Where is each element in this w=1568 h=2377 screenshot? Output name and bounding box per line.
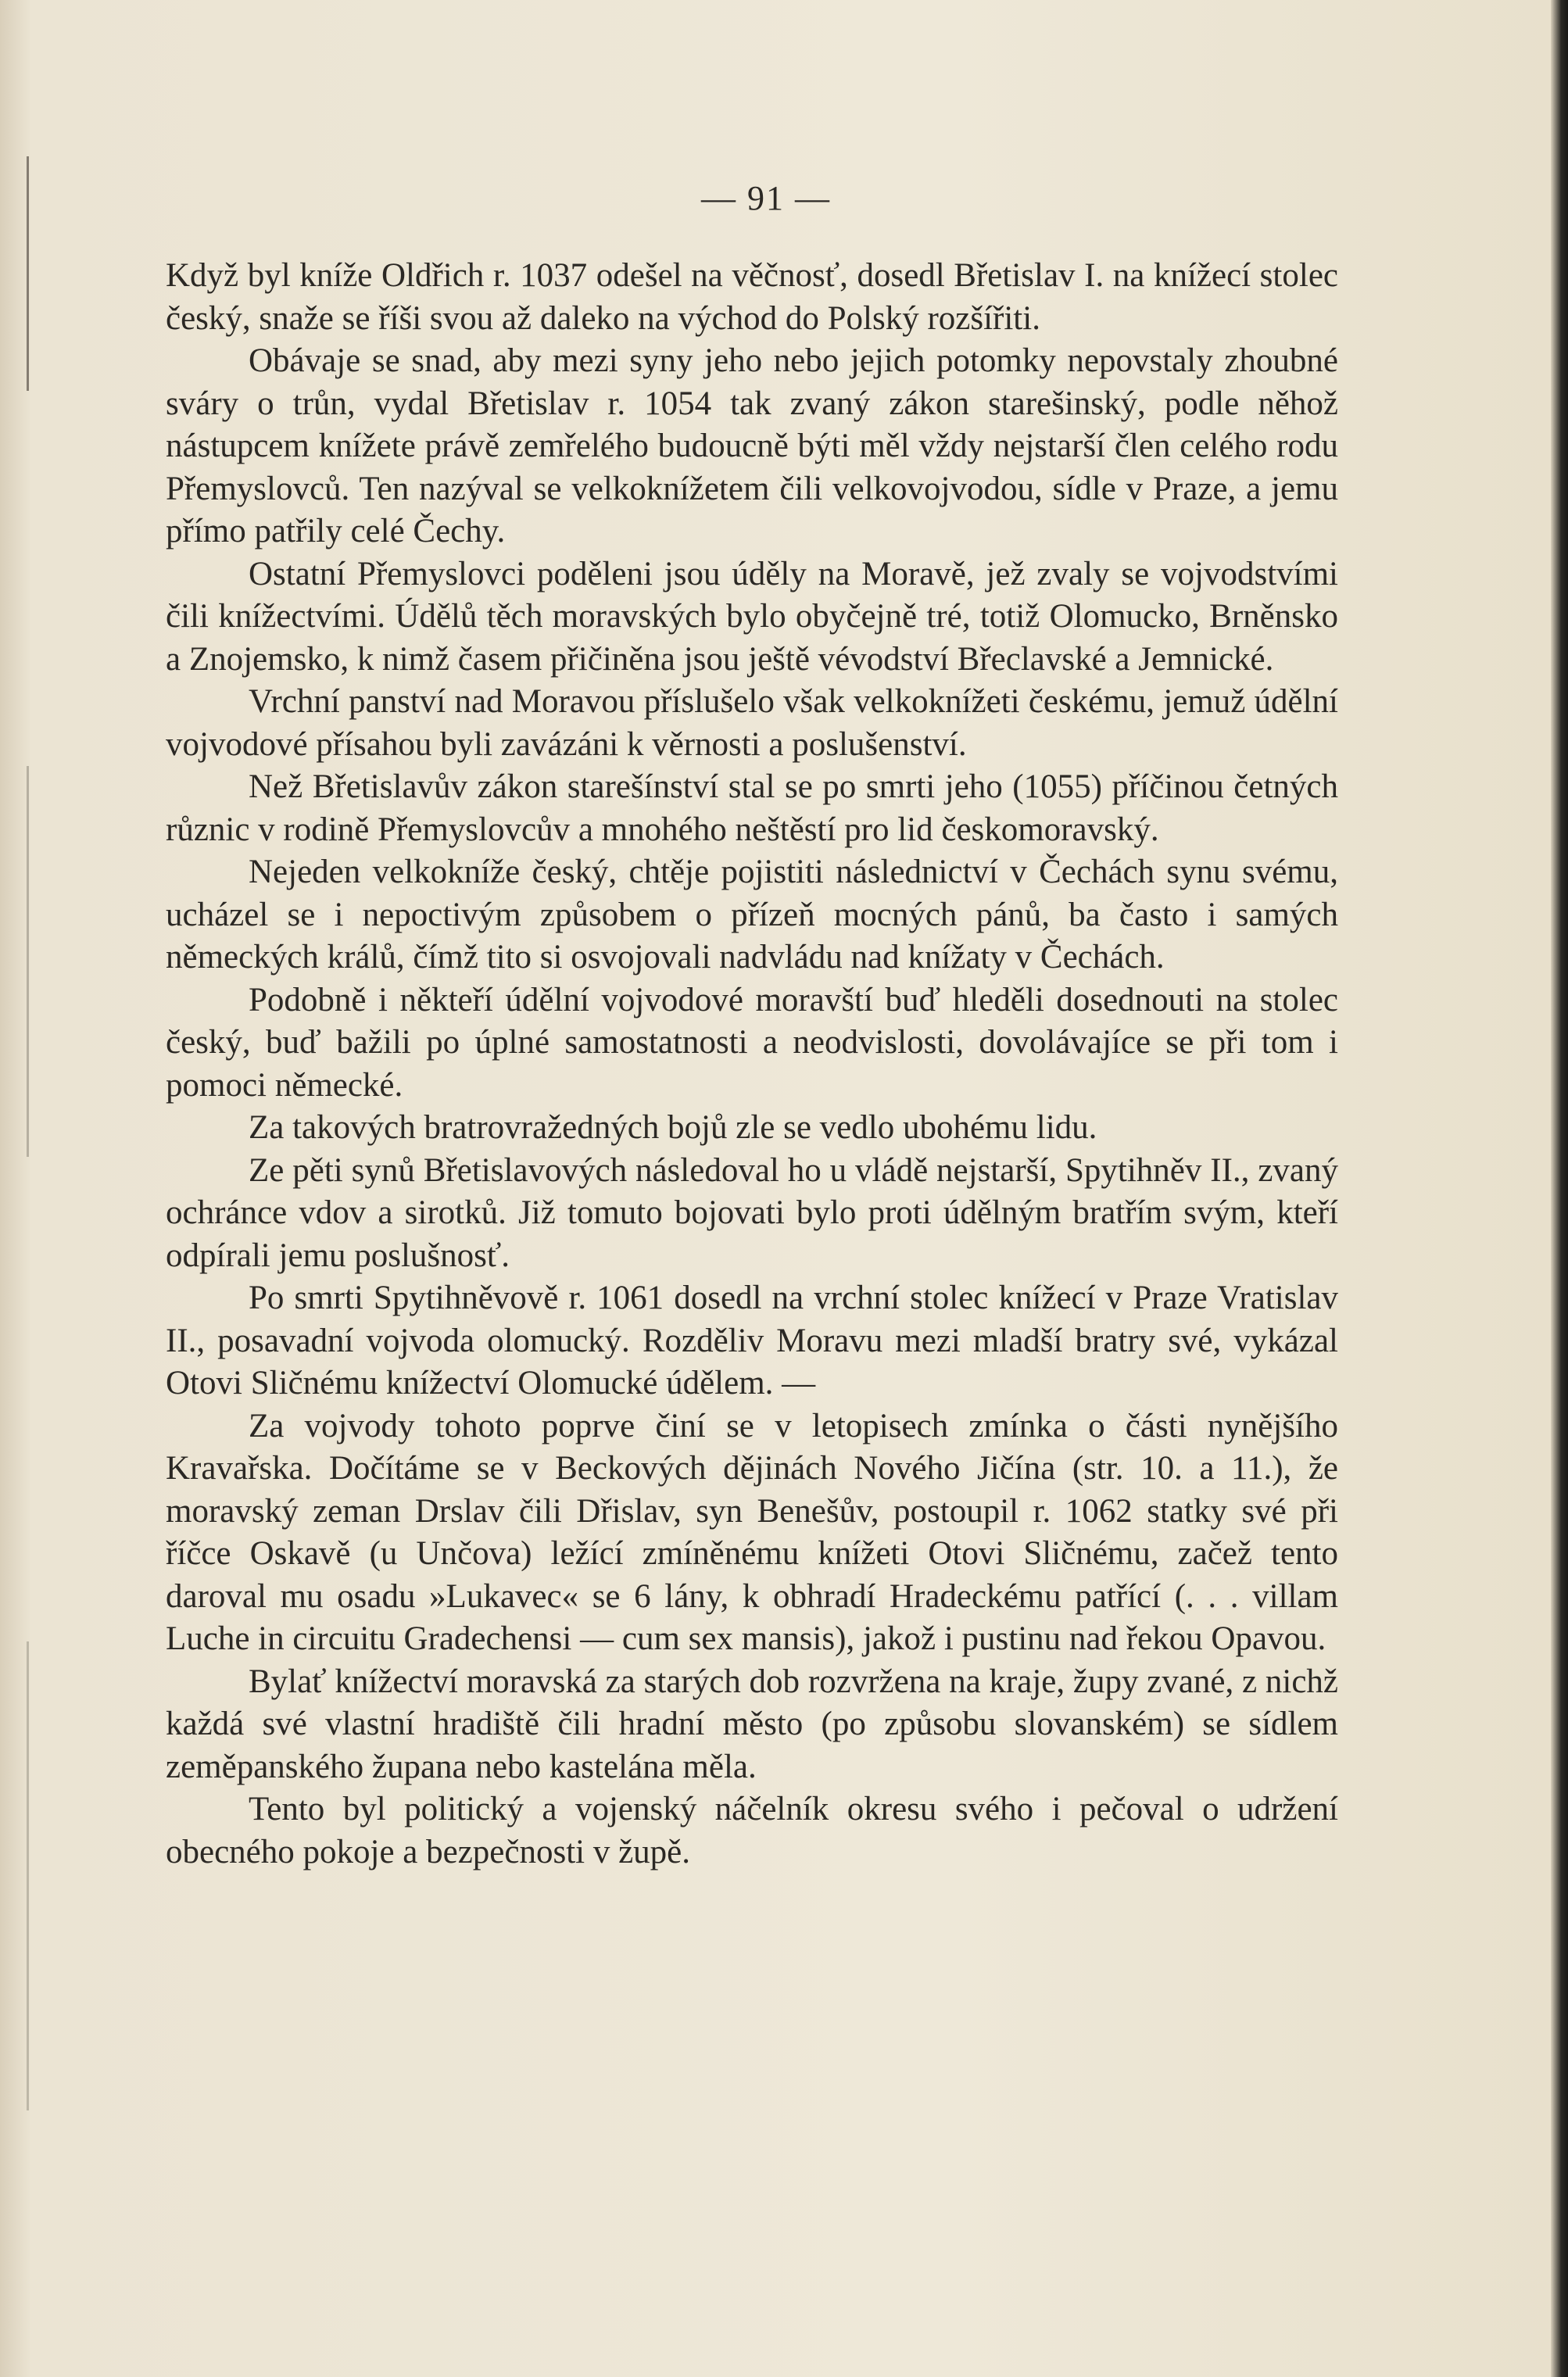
paragraph: Když byl kníže Oldřich r. 1037 odešel na věčnosť, dosedl Břetislav I. na knížecí stolec český, snaže se říši svou až daleko na východ do Polský rozšířiti. [166,257,1338,337]
page-number: — 91 — [701,179,831,217]
paragraph: Než Břetislavův zákon starešínství stal se po smrti jeho (1055) příčinou četných různic v rodině Přemyslovcův a mnohého neštěstí pro lid českomoravský. [166,768,1338,848]
paragraph: Vrchní panství nad Moravou příslušelo však velkoknížeti českému, jemuž údělní vojvodové přísahou byli zavázáni k věrnosti a poslušenství. [166,683,1338,763]
binding-edge-mark [27,1641,29,2110]
paragraph: Ostatní Přemyslovci poděleni jsou úděly na Moravě, jež zvaly se vojvodstvími čili knížectvími. Údělů těch moravských bylo obyčejně tré, totiž Olomucko, Brněnsko a Znojemsko, k nimž časem přičiněna jsou ještě vévodství Břeclavské a Jemnické. [166,555,1338,678]
body-text [166,255,1338,1874]
paragraph: Bylať knížectví moravská za starých dob rozvržena na kraje, župy zvané, z nichž každá své vlastní hradiště čili hradní město (po způsobu slovanském) se sídlem zeměpanského župana nebo kastelána měla. [166,1663,1338,1785]
paragraph: Tento byl politický a vojenský náčelník okresu svého i pečoval o udržení obecného pokoje a bezpečnosti v župě. [166,1791,1338,1870]
binding-edge-mark [27,766,29,1157]
scan-edge [1551,0,1568,2377]
paragraph: Nejeden velkokníže český, chtěje pojistiti následnictví v Čechách synu svému, ucházel se i nepoctivým způsobem o přízeň mocných pánů, ba často i samých německých králů, čímž tito si osvojovali nadvládu nad knížaty v Čechách. [166,854,1338,976]
paragraph: Obávaje se snad, aby mezi syny jeho nebo jejich potomky nepovstaly zhoubné sváry o trůn, vydal Břetislav r. 1054 tak zvaný zákon starešinský, podle něhož nástupcem knížete právě zemřelého budoucně býti měl vždy nejstarší člen celého rodu Přemyslovců. Ten nazýval se velkoknížetem čili velkovojvodou, sídle v Praze, a jemu přímo patřily celé Čechy. [166,342,1338,550]
paragraph: Ze pěti synů Břetislavových následoval ho u vládě nejstarší, Spytihněv II., zvaný ochránce vdov a sirotků. Již tomuto bojovati bylo proti údělným bratřím svým, kteří odpírali jemu poslušnosť. [166,1151,1338,1274]
paragraph: Za vojvody tohoto poprve činí se v letopisech zmínka o části nynějšího Kravařska. Dočítáme se v Beckových dějinách Nového Jičína (str. 10. a 11.), že moravský zeman Drslav čili Dřislav, syn Benešův, postoupil r. 1062 statky své při říčce Oskavě (u Unčova) ležící zmíněnému knížeti Otovi Sličnému, začež tento daroval mu osadu »Lukavec« se 6 lány, k obhradí Hradeckému patřící (. . . villam Luche in circuitu Gradechensi — cum sex mansis), jakož i pustinu nad řekou Opavou. [166,1407,1338,1657]
paragraph: Po smrti Spytihněvově r. 1061 dosedl na vrchní stolec knížecí v Praze Vratislav II., posavadní vojvoda olomucký. Rozděliv Moravu mezi mladší bratry své, vykázal Otovi Sličnému knížectví Olomucké údělem. — [166,1280,1338,1401]
paragraph: Podobně i někteří údělní vojvodové moravští buď hleděli dosednouti na stolec český, buď bažili po úplné samostatnosti a neodvislosti, dovolávajíce se při tom i pomoci německé. [166,981,1338,1104]
paragraph: Za takových bratrovražedných bojů zle se vedlo ubohému lidu. [249,1109,1097,1146]
